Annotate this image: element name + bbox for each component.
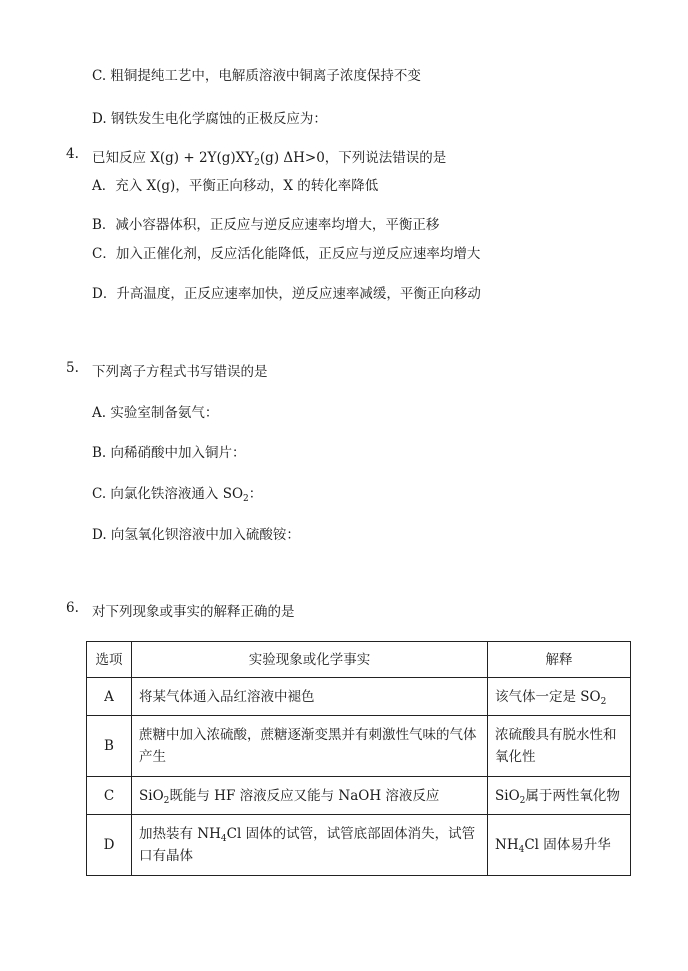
q5-option-a: A. 实验室制备氨气： bbox=[92, 405, 219, 421]
q5-option-c bbox=[92, 482, 262, 502]
row-a-exp-subscript: 2 bbox=[600, 696, 607, 707]
q4-stem-post: (g) ΔH>0，下列说法错误的是 bbox=[259, 150, 447, 166]
q5-option-b: B. 向稀硝酸中加入铜片： bbox=[92, 445, 246, 461]
q4-stem-pre: 已知反应 X(g) + 2Y(g)XY bbox=[92, 150, 255, 166]
table-header-row bbox=[87, 642, 631, 678]
q5-option-d: D. 向氢氧化钡溶液中加入硫酸铵： bbox=[92, 527, 300, 543]
q6-stem: 对下列现象或事实的解释正确的是 bbox=[92, 604, 295, 620]
header-fact: 实验现象或化学事实 bbox=[132, 642, 488, 678]
row-b-fact: 蔗糖中加入浓硫酸，蔗糖逐渐变黑并有刺激性气味的气体产生 bbox=[132, 716, 488, 777]
row-b-option: B bbox=[87, 716, 132, 777]
row-c-exp-subscript: 2 bbox=[519, 795, 526, 806]
row-c-fact-a: SiO bbox=[139, 787, 164, 804]
row-c-fact-b: 既能与 HF 溶液反应又能与 NaOH 溶液反应 bbox=[169, 787, 440, 804]
row-d-explanation bbox=[488, 815, 631, 876]
row-c-exp-b: 属于两性氧化物 bbox=[525, 787, 620, 804]
q4-option-c: C．加入正催化剂，反应活化能降低，正反应与逆反应速率均增大 bbox=[92, 246, 481, 262]
row-b-explanation: 浓硫酸具有脱水性和氧化性 bbox=[488, 716, 631, 777]
row-a-option: A bbox=[87, 678, 132, 716]
q4-number: 4. bbox=[66, 146, 79, 162]
q3-option-d: D. 钢铁发生电化学腐蚀的正极反应为： bbox=[92, 111, 327, 127]
q5-number: 5. bbox=[66, 360, 79, 376]
q5-option-c-pre: C. 向氯化铁溶液通入 SO bbox=[92, 486, 244, 502]
row-d-exp-a: NH bbox=[495, 837, 519, 853]
q5-option-c-subscript: 2 bbox=[243, 494, 249, 504]
row-c-exp-a: SiO bbox=[495, 787, 520, 804]
header-option: 选项 bbox=[87, 642, 132, 678]
row-c-fact-subscript: 2 bbox=[163, 795, 170, 806]
row-d-fact bbox=[132, 815, 488, 876]
row-d-exp-b: Cl 固体易升华 bbox=[524, 837, 611, 853]
row-a-exp-pre: 该气体一定是 SO bbox=[495, 688, 601, 705]
row-c-option: C bbox=[87, 777, 132, 815]
row-d-option: D bbox=[87, 815, 132, 876]
row-a-explanation bbox=[488, 678, 631, 716]
row-c-fact bbox=[132, 777, 488, 815]
q6-table bbox=[86, 641, 631, 876]
q4-stem bbox=[92, 146, 446, 166]
table-row bbox=[87, 815, 631, 876]
row-d-fact-a: 加热装有 NH bbox=[139, 826, 221, 842]
q4-option-d: D．升高温度，正反应速率加快，逆反应速率减缓，平衡正向移动 bbox=[92, 286, 481, 302]
q4-option-b: B．减小容器体积，正反应与逆反应速率均增大，平衡正移 bbox=[92, 217, 440, 233]
q4-stem-subscript: 2 bbox=[254, 158, 260, 168]
q4-option-a: A．充入 X(g)，平衡正向移动，X 的转化率降低 bbox=[92, 178, 379, 194]
row-c-explanation bbox=[488, 777, 631, 815]
row-d-fact-b: Cl 固体的试管，试管底部固体消失，试管口有晶体 bbox=[139, 826, 476, 864]
row-d-exp-subscript: 4 bbox=[518, 845, 525, 855]
q5-option-c-post: ： bbox=[248, 486, 263, 502]
table-row bbox=[87, 678, 631, 716]
row-a-fact: 将某气体通入品红溶液中褪色 bbox=[132, 678, 488, 716]
q3-option-c: C. 粗铜提纯工艺中，电解质溶液中铜离子浓度保持不变 bbox=[92, 68, 421, 84]
q5-stem: 下列离子方程式书写错误的是 bbox=[92, 364, 268, 380]
table-row bbox=[87, 777, 631, 815]
header-explanation: 解释 bbox=[488, 642, 631, 678]
q6-number: 6. bbox=[66, 600, 79, 616]
row-d-fact-subscript: 4 bbox=[220, 834, 227, 844]
table-row bbox=[87, 716, 631, 777]
